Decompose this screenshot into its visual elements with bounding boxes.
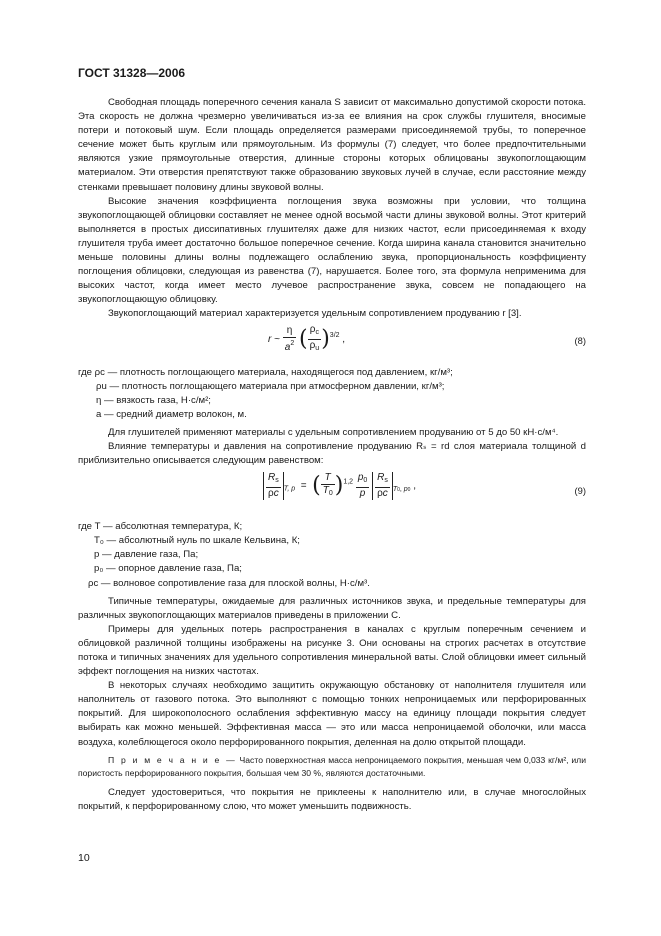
page-number: 10 [78, 852, 90, 864]
paragraph-3: Звукопоглощающий материал характеризуется удельным сопротивлением продуванию r [3]. [108, 308, 522, 320]
definition-item: T₀ — абсолютный нуль по шкале Кельвина, К; [94, 535, 300, 547]
note-label: П р и м е ч а н и е — [108, 754, 237, 765]
formula-8-number: (8) [574, 334, 586, 346]
definition-item: ρc — волновое сопротивление газа для плоской волны, Н·с/м³. [88, 577, 370, 589]
definition-item: p — давление газа, Па; [94, 549, 199, 561]
paragraph-9: Следует удостовериться, что покрытия не приклеены к наполнителю или, в случае многослойных покрытий, к перфорированному слою, что может уменьшить подвижность. [78, 786, 586, 812]
document-header: ГОСТ 31328—2006 [78, 66, 186, 80]
paragraph-1: Свободная площадь поперечного сечения канала S зависит от максимально допустимой скорости потока. Эта скорость не должна чрезмерно увеличиваться из-за ее влияния на срок службы глушителя, вносимые потери и потоковый шум. Если площадь определяется размерами присоединяемой трубы, то поперечное сечение может быть круглым или прямоугольным. Из формулы (7) следует, что более предпочтительными являются узкие прямоугольные отверстия, длинные стороны которых облицованы звукопоглощающим материалом. Эти отверстия препятствуют также образованию звуковых лучей в случае, если расстояние между стенками превышает половину длины звуковой волны. [78, 97, 586, 193]
definitions-8 [78, 366, 586, 422]
definition-item: где ρc — плотность поглощающего материала, находящегося под давлением, кг/м³; [78, 366, 453, 378]
definitions-9 [78, 520, 586, 590]
definition-item: ρu — плотность поглощающего материала при атмосферном давлении, кг/м³; [96, 380, 445, 392]
definition-item: p₀ — опорное давление газа, Па; [94, 563, 242, 575]
formula-9 [78, 468, 586, 518]
formula-8-expression: r ~ $\frac{\eta}{a^2}$ ( $\frac{\rho_c}{\rho_u}$ )$^{3/2}$ , [268, 323, 346, 353]
paragraph-5: Влияние температуры и давления на сопротивление продуванию Rₛ = rd слоя материала толщиной d приблизительно описывается следующим равенством: [78, 440, 586, 467]
formula-9-expression: $\frac{R_s}{\rho c}$ $_{T, p}$ = ( $\frac{T}{T_0}$ )$^{1,2}$ $\frac{p_0}{p}$ $\frac{R_s}{\rho c}$ $_{T0, p0}$ , [263, 472, 416, 500]
note [78, 754, 586, 780]
note-text: Часто поверхностная масса непроницаемого покрытия, меньшая чем 0,033 кг/м², или пористость перфорированного покрытия, большая чем 30 %, являются достаточными. [78, 754, 586, 778]
document-body [78, 96, 586, 814]
paragraph-7: Примеры для удельных потерь распространения в каналах с круглым поперечным сечением и облицовкой различной толщины изображены на рисунке 3. Они основаны на строгих расчетах в отсутствие потока и типичных значениях для удельного сопротивления минеральной ваты. Слой облицовки имеет сильный эффект поглощения на низких частотах. [78, 623, 586, 678]
definition-item: η — вязкость газа, Н·с/м²; [96, 394, 211, 406]
paragraph-4: Для глушителей применяют материалы с удельным сопротивлением продуванию от 5 до 50 кН·с/м⁴. [108, 426, 559, 438]
paragraph-8: В некоторых случаях необходимо защитить окружающую обстановку от наполнителя глушителя или наполнитель от газового потока. Это выполняют с помощью тонких непроницаемых или перфорированных покрытий. Для широкополосного ослабления эффективную массу на единицу площади покрытия следует выбирать как можно меньшей. Эффективная масса — это или масса непроницаемой оболочки, или масса воздуха, колеблющегося около перфорированного покрытия, деленная на долю открытой площади. [78, 680, 586, 748]
paragraph-6: Типичные температуры, ожидаемые для различных источников звука, и предельные температуры для различных звукопоглощающих материалов приведены в приложении С. [78, 595, 586, 621]
formula-9-number: (9) [574, 485, 586, 497]
formula-8 [78, 322, 586, 364]
paragraph-2: Высокие значения коэффициента поглощения звука возможны при условии, что толщина звукопоглощающей облицовки составляет не менее одной восьмой части длины звуковой волны. Этот критерий выполняется в простых диссипативных глушителях даже для низких частот, если присоединяемая к входу глушителя труба имеет достаточно большое поперечное сечение. Когда ширина канала становится значительно меньше половины длины волны подлежащего ослаблению звука, пропорциональность коэффициенту поглощения облицовки, следующая из равенства (7), нарушается. Более того, эта формула неприменима для высоких частот, когда имеет место лучевое распространение звука, совсем не попадающего на звукопоглощающую облицовку. [78, 195, 586, 306]
definition-item: где T — абсолютная температура, К; [78, 521, 243, 533]
definition-item: a — средний диаметр волокон, м. [96, 408, 247, 420]
